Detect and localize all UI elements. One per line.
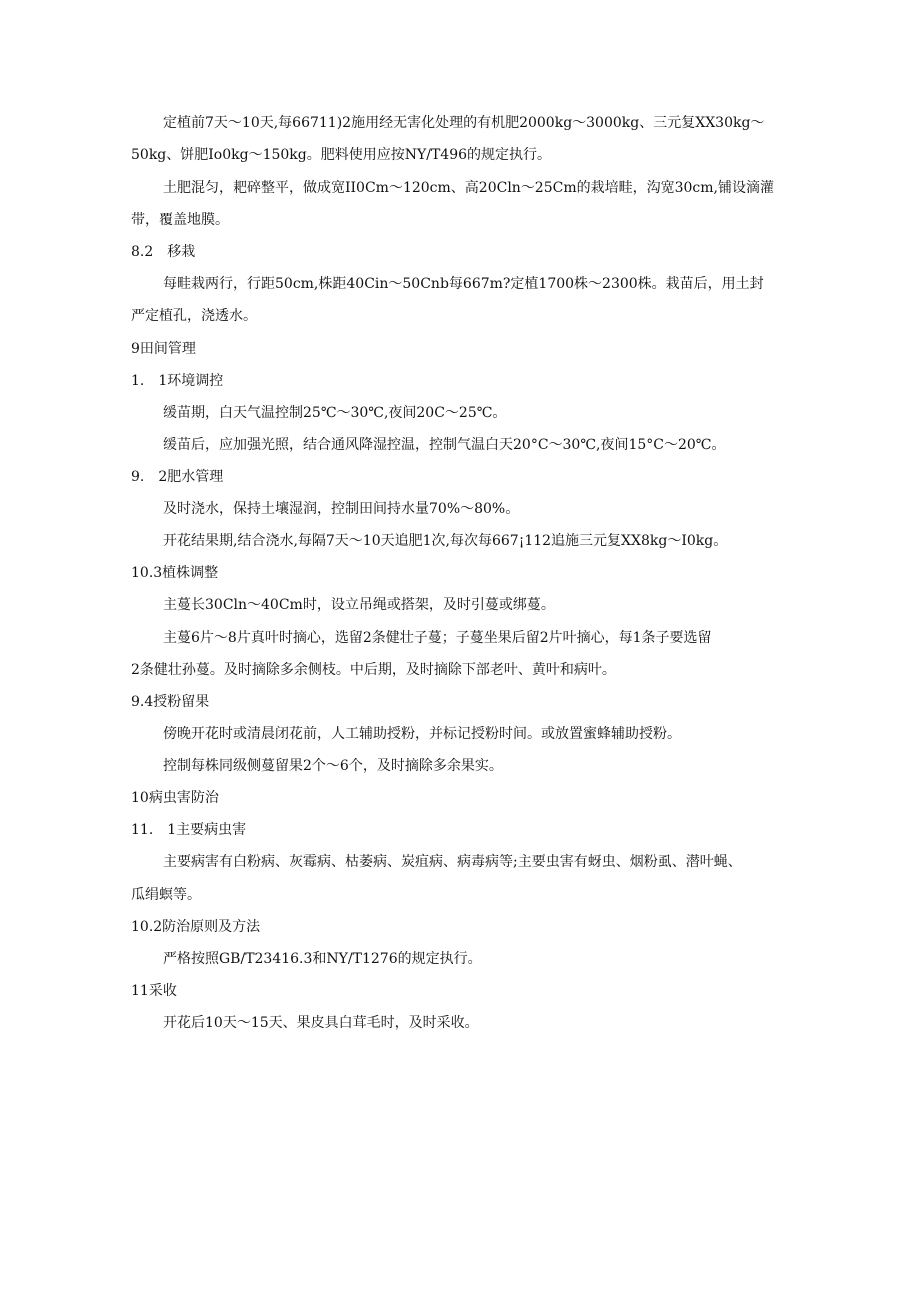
- paragraph-line: 控制每株同级侧蔓留果2个～6个，及时摘除多余果实。: [163, 758, 503, 774]
- paragraph-line: 2条健壮孙蔓。及时摘除多余侧枝。中后期，及时摘除下部老叶、黄叶和病叶。: [131, 662, 616, 678]
- paragraph-line: 主要病害有白粉病、灰霉病、枯萎病、炭疽病、病毒病等;主要虫害有蚜虫、烟粉虱、潜叶蝇、: [163, 854, 742, 870]
- section-heading: 10病虫害防治: [131, 790, 219, 806]
- section-heading: 10.3植株调整: [131, 565, 219, 581]
- paragraph-line: 带，覆盖地膜。: [131, 212, 229, 228]
- section-heading: 9.4授粉留果: [131, 694, 210, 710]
- section-heading: 11. 1主要病虫害: [131, 822, 247, 838]
- paragraph-line: 缓苗期，白天气温控制25℃～30℃,夜间20C～25℃。: [163, 405, 507, 421]
- paragraph-line: 定植前7天～10天,每66711)2施用经无害化处理的有机肥2000kg～3000kg、三元复XX30kg～: [163, 115, 765, 131]
- section-heading: 11采收: [131, 983, 177, 999]
- paragraph-line: 及时浇水，保持土壤湿润，控制田间持水量70%～80%。: [163, 501, 520, 517]
- section-heading: 9田间管理: [131, 341, 196, 357]
- paragraph-line: 主蔓长30Cln～40Cm时，设立吊绳或搭架，及时引蔓或绑蔓。: [163, 597, 555, 613]
- section-heading: 8.2 移栽: [131, 244, 196, 260]
- section-heading: 10.2防治原则及方法: [131, 919, 261, 935]
- section-heading: 9. 2肥水管理: [131, 469, 224, 485]
- paragraph-line: 主蔓6片～8片真叶时摘心，选留2条健壮子蔓；子蔓坐果后留2片叶摘心，每1条子要选留: [163, 630, 712, 646]
- paragraph-line: 瓜绢螟等。: [131, 887, 201, 903]
- paragraph-line: 50kg、饼肥Io0kg～150kg。肥料使用应按NY/T496的规定执行。: [131, 147, 552, 163]
- paragraph-line: 严格按照GB/T23416.3和NY/T1276的规定执行。: [163, 951, 482, 967]
- paragraph-line: 开花结果期,结合浇水,每隔7天～10天追肥1次,每次每667¡112追施三元复XX8kg～I0kg。: [163, 533, 728, 549]
- paragraph-line: 每畦栽两行，行距50cm,株距40Cin～50Cnb每667m?定植1700株～2300株。栽苗后，用土封: [163, 276, 764, 292]
- paragraph-line: 缓苗后，应加强光照，结合通风降湿控温，控制气温白天20°C～30℃,夜间15°C～20℃。: [163, 437, 726, 453]
- paragraph-line: 开花后10天～15天、果皮具白茸毛时，及时采收。: [163, 1015, 479, 1031]
- section-heading: 1. 1环境调控: [131, 373, 224, 389]
- paragraph-line: 傍晚开花时或清晨闭花前，人工辅助授粉，并标记授粉时间。或放置蜜蜂辅助授粉。: [163, 726, 681, 742]
- paragraph-line: 土肥混匀，耙碎整平，做成宽II0Cm～120cm、高20Cln～25Cm的栽培畦，沟宽30cm,铺设滴灌: [163, 180, 774, 196]
- paragraph-line: 严定植孔，浇透水。: [131, 308, 257, 324]
